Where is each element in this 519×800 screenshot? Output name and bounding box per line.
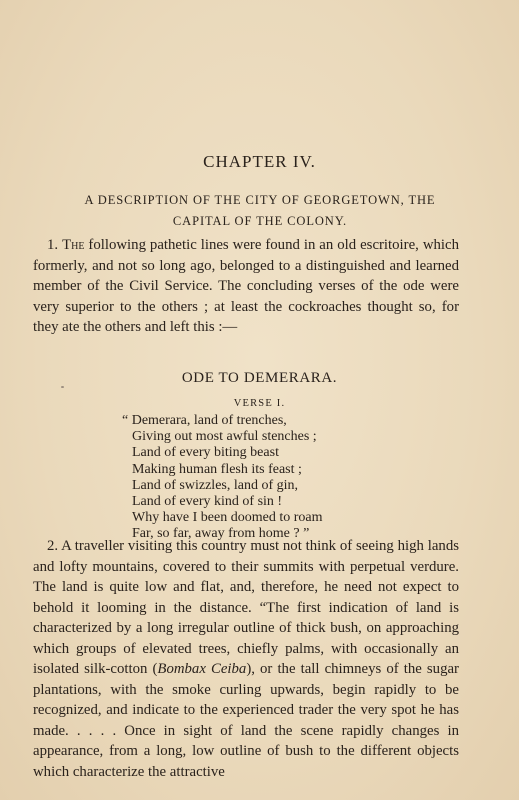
paragraph-2-number: 2.	[47, 538, 59, 554]
verse-line: “ Demerara, land of trenches,	[122, 413, 287, 428]
paragraph-1-text: following pathetic lines were found in an old escritoire, which formerly, and not so long ago, belonged to a distinguished and learned member of the Civil Service. The concluding verses of the ode were very superior to the others ; at least the cockroaches thought so, for they ate the others and left this :—	[33, 237, 459, 335]
paragraph-1-number: 1.	[47, 237, 59, 253]
verse-line: Why have I been doomed to roam	[132, 510, 323, 526]
paper-speck	[61, 386, 64, 388]
paragraph-2-text-start: A traveller visiting this country must not think of seeing high lands and lofty mountains, covered to their summits with perpetual verdure. The land is quite low and flat, and, therefore, he need not expect to behold it looming in the distance. “The first indication of land is characterized by a long irregular outline of thick bush, on approaching which groups of elevated trees, chiefly palms, with occasionally an isolated silk-cotton (	[33, 538, 459, 677]
paragraph-2-text-end: ), or the tall chimneys of the sugar plantations, with the smoke curling upwards, begin rapidly to be recognized, and indicate to the experienced trader the very spot he has made. . . . . Once in sight of land the scene rapidly changes in appearance, from a long, low outline of bush to the different objects which characterize the attractive	[33, 661, 459, 780]
paragraph-2	[33, 536, 459, 782]
chapter-title: CHAPTER IV.	[203, 152, 316, 171]
chapter-subtitle-line-2: CAPITAL OF THE COLONY.	[172, 214, 348, 228]
chapter-subtitle	[40, 190, 480, 232]
paragraph-2-italic-term: Bombax Ceiba	[157, 661, 247, 677]
paragraph-1-lead-word: The	[62, 237, 85, 253]
paragraph-1	[33, 235, 459, 338]
ode-title: ODE TO DEMERARA.	[181, 370, 338, 386]
chapter-subtitle-line-1: A DESCRIPTION OF THE CITY OF GEORGETOWN, THE	[84, 193, 436, 207]
verse-line: Far, so far, away from home ? ”	[132, 526, 310, 542]
verse-line: Land of every kind of sin !	[132, 494, 283, 510]
verse-line: Land of swizzles, land of gin,	[132, 477, 299, 493]
verse-label: VERSE I.	[233, 398, 286, 409]
verse-line: Making human flesh its feast ;	[132, 461, 302, 477]
poem-verse	[122, 413, 323, 543]
verse-line: Land of every biting beast	[132, 445, 279, 461]
verse-line: Giving out most awful stenches ;	[132, 429, 317, 445]
